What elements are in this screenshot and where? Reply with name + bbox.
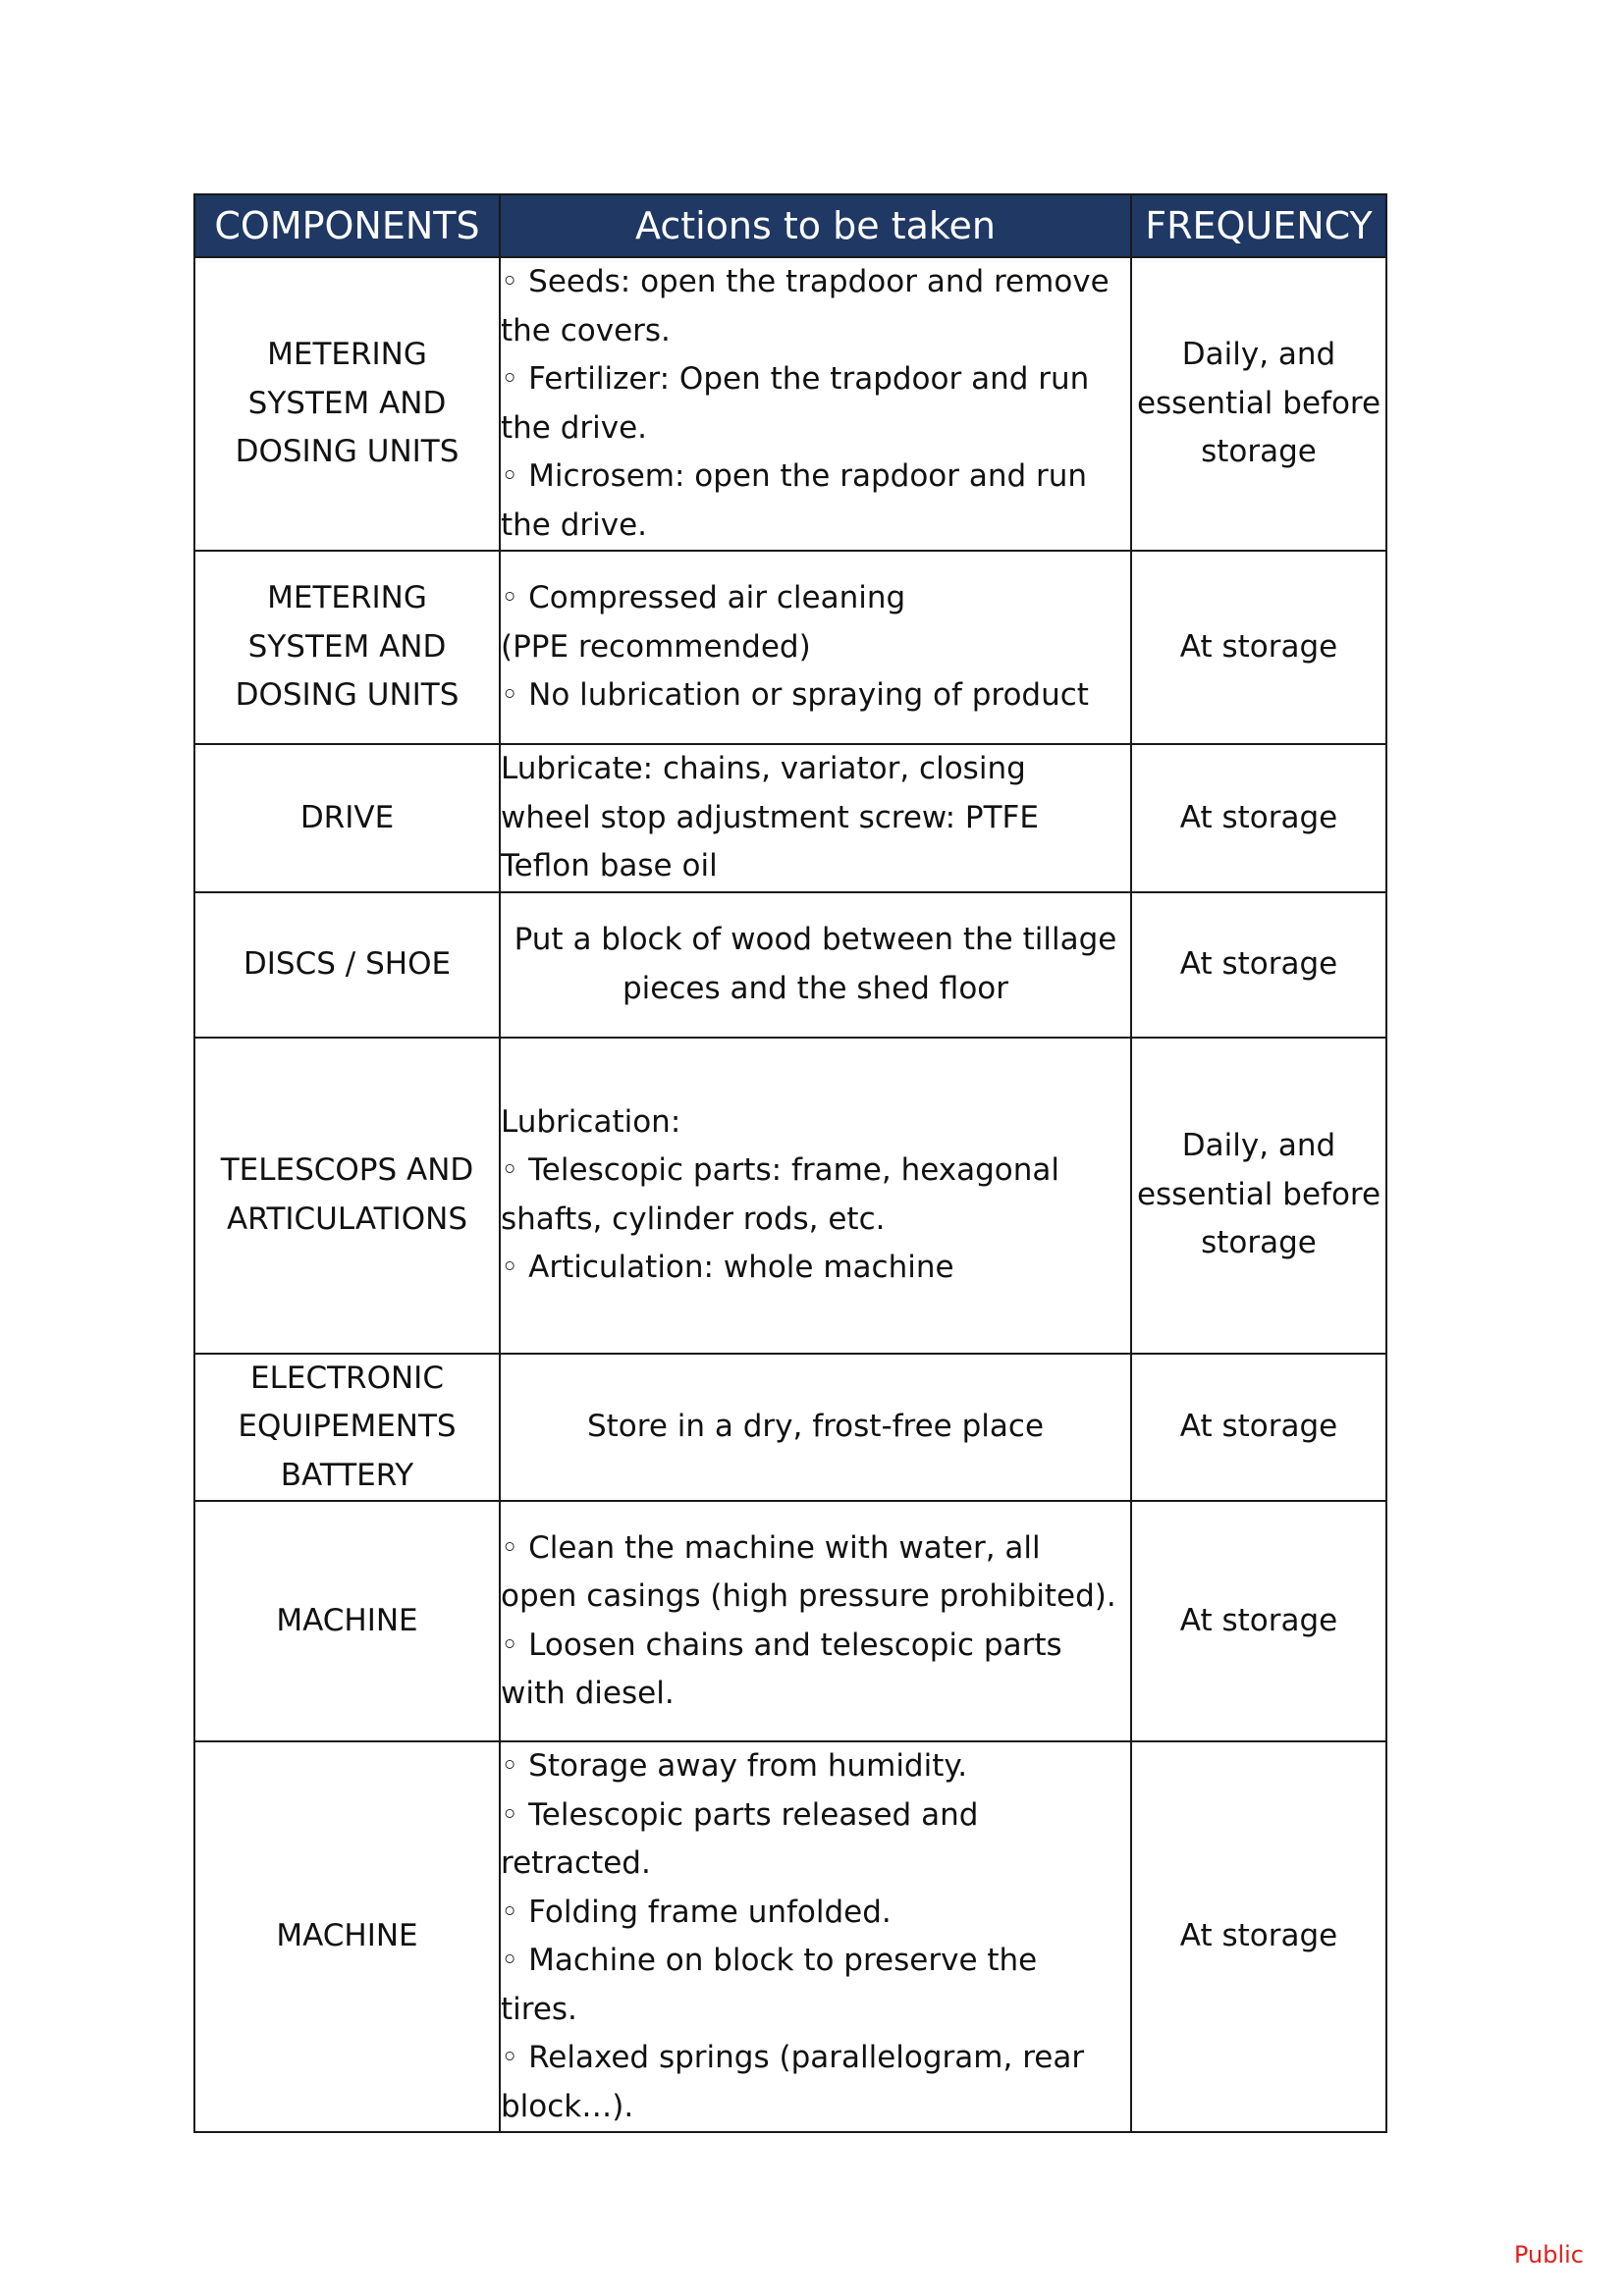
actions-cell — [500, 892, 1131, 1038]
actions-cell — [500, 1038, 1131, 1354]
action-line: ◦ Relaxed springs (parallelogram, rear — [501, 2040, 1085, 2075]
table-row — [194, 892, 1386, 1038]
table-header-row — [194, 194, 1386, 257]
component-line: METERING — [267, 580, 427, 616]
frequency-line: At storage — [1179, 1602, 1338, 1638]
component-line: MACHINE — [276, 1918, 418, 1954]
frequency-line: At storage — [1179, 945, 1338, 982]
component-cell — [194, 551, 500, 744]
frequency-cell — [1131, 1038, 1386, 1354]
action-line: Put a block of wood between the tillage — [514, 922, 1117, 957]
frequency-line: essential before — [1136, 1176, 1381, 1212]
frequency-cell — [1131, 551, 1386, 744]
component-line: ARTICULATIONS — [226, 1201, 468, 1237]
component-cell — [194, 1501, 500, 1741]
action-line: ◦ Microsem: open the rapdoor and run — [501, 458, 1088, 494]
action-line: the drive. — [501, 409, 648, 446]
action-line: ◦ Clean the machine with water, all — [501, 1529, 1041, 1566]
frequency-line: At storage — [1179, 1409, 1338, 1444]
table-row — [194, 744, 1386, 892]
frequency-header: FREQUENCY — [1131, 194, 1386, 257]
action-line: pieces and the shed floor — [623, 970, 1008, 1006]
action-line: Teflon base oil — [501, 848, 718, 883]
component-cell — [194, 892, 500, 1038]
frequency-line: At storage — [1179, 628, 1338, 665]
maintenance-table — [193, 193, 1387, 2133]
frequency-cell — [1131, 1741, 1386, 2132]
frequency-line: Daily, and — [1181, 337, 1336, 373]
actions-cell — [500, 551, 1131, 744]
frequency-line: At storage — [1179, 1918, 1338, 1954]
action-line: Lubrication: — [501, 1103, 681, 1140]
action-line: Store in a dry, frost-free place — [586, 1409, 1045, 1444]
component-line: DOSING UNITS — [235, 677, 460, 714]
action-line: wheel stop adjustment screw: PTFE — [501, 799, 1039, 835]
actions-cell — [500, 257, 1131, 551]
action-line: retracted. — [501, 1845, 651, 1881]
action-line: the covers. — [501, 312, 671, 348]
actions-cell — [500, 1354, 1131, 1502]
frequency-cell — [1131, 744, 1386, 892]
action-line: ◦ No lubrication or spraying of product — [501, 677, 1089, 714]
component-line: EQUIPEMENTS — [238, 1409, 457, 1444]
action-line: ◦ Seeds: open the trapdoor and remove — [501, 264, 1110, 299]
actions-cell — [500, 744, 1131, 892]
frequency-cell — [1131, 1501, 1386, 1741]
component-line: MACHINE — [276, 1602, 418, 1638]
action-line: ◦ Telescopic parts: frame, hexagonal — [501, 1152, 1059, 1188]
actions-cell — [500, 1501, 1131, 1741]
component-cell — [194, 744, 500, 892]
action-line: with diesel. — [501, 1676, 675, 1711]
component-line: TELESCOPS AND — [220, 1152, 474, 1188]
component-line: METERING — [267, 337, 427, 373]
action-line: Lubricate: chains, variator, closing — [501, 751, 1026, 786]
action-line: ◦ Folding frame unfolded. — [501, 1894, 892, 1930]
frequency-line: storage — [1201, 1225, 1317, 1261]
action-line: block…). — [501, 2088, 634, 2124]
frequency-line: storage — [1201, 434, 1317, 470]
action-line: ◦ Telescopic parts released and — [501, 1796, 979, 1833]
actions-cell — [500, 1741, 1131, 2132]
table-row — [194, 257, 1386, 551]
frequency-line: Daily, and — [1181, 1128, 1336, 1164]
component-line: DISCS / SHOE — [243, 945, 452, 982]
frequency-cell — [1131, 257, 1386, 551]
frequency-cell — [1131, 892, 1386, 1038]
component-cell — [194, 257, 500, 551]
action-line: ◦ Articulation: whole machine — [501, 1250, 954, 1285]
action-line: ◦ Loosen chains and telescopic parts — [501, 1627, 1062, 1663]
component-line: DRIVE — [299, 799, 395, 835]
component-cell — [194, 1038, 500, 1354]
action-line: tires. — [501, 1991, 577, 2027]
action-line: ◦ Storage away from humidity. — [501, 1748, 968, 1784]
action-line: ◦ Fertilizer: Open the trapdoor and run — [501, 361, 1090, 397]
actions-header: Actions to be taken — [500, 194, 1131, 257]
table-row — [194, 551, 1386, 744]
component-cell — [194, 1354, 500, 1502]
component-line: ELECTRONIC — [250, 1360, 444, 1396]
table-row — [194, 1354, 1386, 1502]
component-line: SYSTEM AND — [247, 385, 447, 421]
action-line: the drive. — [501, 507, 648, 543]
action-line: open casings (high pressure prohibited). — [501, 1578, 1116, 1614]
component-line: SYSTEM AND — [247, 628, 447, 665]
component-line: DOSING UNITS — [235, 434, 460, 470]
components-header: COMPONENTS — [194, 194, 500, 257]
frequency-line: At storage — [1179, 799, 1338, 835]
table-row — [194, 1038, 1386, 1354]
frequency-line: essential before — [1136, 385, 1381, 421]
action-line: shafts, cylinder rods, etc. — [501, 1201, 886, 1237]
action-line: ◦ Compressed air cleaning — [501, 580, 906, 616]
frequency-cell — [1131, 1354, 1386, 1502]
component-line: BATTERY — [280, 1457, 414, 1493]
table-row — [194, 1741, 1386, 2132]
action-line: (PPE recommended) — [501, 628, 811, 665]
action-line: ◦ Machine on block to preserve the — [501, 1943, 1038, 1978]
component-cell — [194, 1741, 500, 2132]
classification-label: Public — [1513, 2241, 1584, 2269]
table-row — [194, 1501, 1386, 1741]
